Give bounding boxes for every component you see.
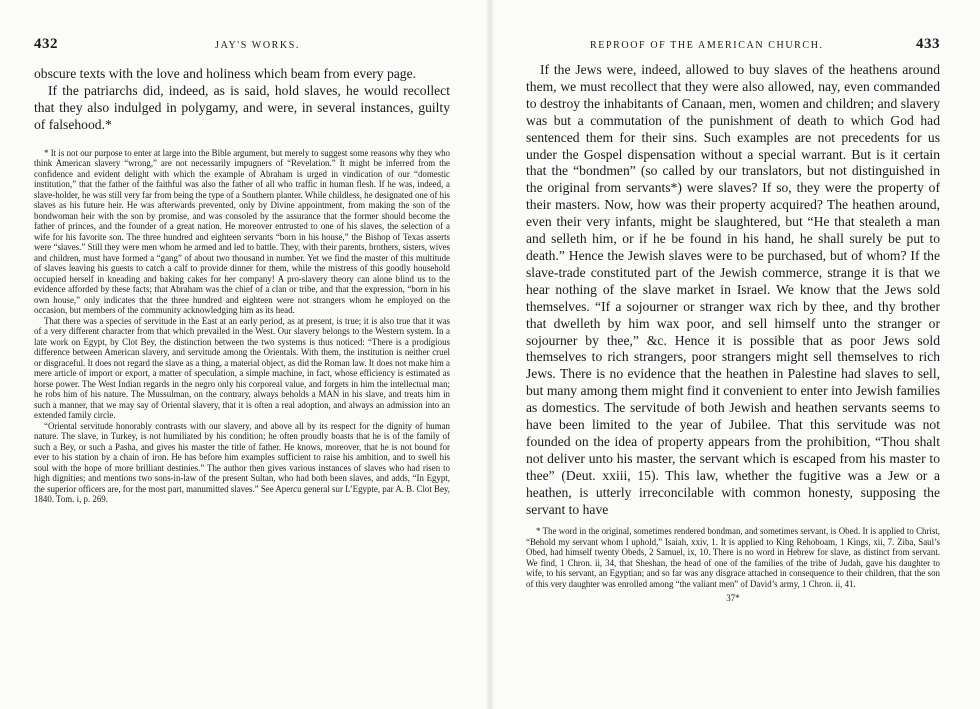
left-footnote-paragraph: “Oriental servitude honorably contrasts with our slavery, and above all by its respect for the dignity of human nature. The slave, in Turkey, is not humiliated by his condition; he often proudly boasts that he is of the family of such a Bey, or such a Pasha, and gives his master the title of father. He knows, moreover, that he is not bound for ever to his station by a chain of iron. He has before him examples sufficient to raise his ambition, and to swell his soul with the hope of more brilliant destinies.” The author then gives various instances of slaves who had risen to high dignities; and mentions two sons-in-law of the present Sultan, who had both been slaves, and adds, “In Egypt, the superior officers are, for the most part, manumitted slaves.” See Apercu general sur L’Egypte, par A. B. Clot Bey, 1840. Tom. i, p. 269. [34, 420, 450, 505]
right-page-header [526, 36, 940, 58]
right-footnote-paragraph: * The word in the original, sometimes rendered bondman, and sometimes servant, is Obed. It is applied to Christ, “Behold my servant whom I uphold,” Isaiah, xxiv, 1. It is applied to King Rehoboam, 1 Kings, xii, 7. Ziba, Saul’s Obed, had himself twenty Obeds, 2 Samuel, ix, 10. There is no word in Hebrew for slave, as distinct from servant. We find, 1 Chron. ii, 34, that Sheshan, the head of one of the families of the tribe of Judah, gave his daughter to wife, to his servant, an Egyptian; and so far was any disgrace attached in consequence to their children, that the son of this very daughter was enrolled among “the valiant men” of David’s army, 1 Chron. ii, 41. [526, 526, 940, 589]
left-page-header [34, 36, 450, 58]
left-body-text [34, 66, 450, 134]
left-footnote [34, 148, 450, 505]
right-page [490, 0, 980, 709]
right-page-number: 433 [916, 36, 940, 52]
left-page-number: 432 [34, 36, 58, 52]
left-footnote-paragraph: That there was a species of servitude in the East at an early period, as at present, is true; it is also true that it was of a very different character from that which prevailed in the West. Our slavery belongs to the Western system. In a late work on Egypt, by Clot Bey, the distinction between the two systems is thus noticed: “There is a prodigious difference between American slavery, and servitude among the Orientals. With them, the institution is neither cruel or disgraceful. It does not regard the slave as a thing, a material object, as did the Roman law. It does not make him a mere article of import or export, a matter of speculation, a simple machine, in fact, whose efficiency is estimated as horse power. The West Indian regards in the negro only his corporeal value, and forgets in him the intellectual man; he robs him of his nature. The Mussulman, on the contrary, always beholds a MAN in his slave, and treats him in such a manner, that we may say of Oriental slavery, that it is often a real adoption, and always an admission into an extended family circle. [34, 315, 450, 421]
left-paragraph: obscure texts with the love and holiness which beam from every page. [34, 66, 417, 81]
left-paragraph: If the patriarchs did, indeed, as is said, hold slaves, he would recollect that they also indulged in polygamy, and were, in several instances, guilty of falsehood.* [34, 82, 450, 132]
right-footnote [526, 526, 940, 589]
left-running-head: JAY'S WORKS. [215, 40, 300, 51]
right-paragraph: If the Jews were, indeed, allowed to buy slaves of the heathens around them, we must recollect that they were also allowed, nay, even commanded to destroy the inhabitants of Canaan, men, women and children; and slavery was but a commutation of the punishment of death to which God had sentenced them for their sins. Such examples are not precedents for us under the Gospel dispensation without a special warrant. But is it certain that the “bondmen” (so called by our translators, but not distinguished in the original from servants*) were slaves? If so, they were the property of their masters. Now, how was their property acquired? The heathen around, even their very infants, might be slaughtered, but “He that stealeth a man and selleth him, or if he be found in his hand, he shall surely be put to death.” Hence the Jewish slaves were to be purchased, but of whom? If the slave-trade constituted part of the Jewish commerce, strange it is that we hear nothing of the slave market in Israel. We know that the Jews sold themselves. “If a sojourner or stranger wax rich by thee, and thy brother that dwelleth by him wax poor, and sell himself unto the stranger or sojourner by thee,” &c. Hence it is possible that as poor Jews sold themselves to rich strangers, poor strangers might sell themselves to rich Jews. There is no evidence that the heathen in Palestine had slaves to sell, but many among them might find it convenient to enter into Jewish families as domestics. The servitude of both Jewish and heathen servants seems to have been limited to the year of Jubilee. That this servitude was not founded on the idea of property appears from the prohibition, “Thou shalt not deliver unto his master, the servant which is escaped from his master to thee” (Deut. xxiii, 15). This law, whether the fugitive was a Jew or a heathen, is utterly irreconcilable with common honesty, supposing the servant to have [526, 62, 940, 517]
right-body-text [526, 62, 940, 518]
left-footnote-paragraph: * It is not our purpose to enter at large into the Bible argument, but merely to suggest some reasons why they who think American slavery “wrong,” are not necessarily impugners of “Revelation.” It might be inferred from the confidence and evident delight with which the example of Abraham is urged in vindication of our “domestic institution,” that the father of the faithful was also the father of all who traffic in human flesh. If he was, indeed, a slave-holder, he was still very far from being the type of a Southern planter. While childless, he designated one of his slaves as his future heir. He was afterwards prevented, only by Divine appointment, from making the son of the bondwoman heir with the son by promise, and was consoled by the assurance that the former should become the father of princes, and the founder of a great nation. He moreover entrusted to one of his slaves, the selection of a wife for his favorite son. The three hundred and eighteen servants “born in his house,” the Bishop of Texas asserts were “slaves.” Still they were men whom he armed and led to battle. They, with their parents, brothers, sisters, wives and children, must have formed a “gang” of about two thousand in number. Yet we find the master of this multitude of slaves leaving his guests to catch a calf to provide dinner for them, while the mistress of this goodly household occupied herself in kneading and baking cakes for her company! A pro-slavery theory can alone blind us to the evidence afforded by these facts; that Abraham was the chief of a clan or tribe, and that the expression, “born in his own house,” only indicates that the three hundred and eighteen were not strangers whom he employed on the occasion, but members of the community acknowledging him as its head. [34, 147, 450, 316]
signature-mark: 37* [726, 593, 740, 604]
right-running-head: REPROOF OF THE AMERICAN CHURCH. [590, 40, 824, 51]
